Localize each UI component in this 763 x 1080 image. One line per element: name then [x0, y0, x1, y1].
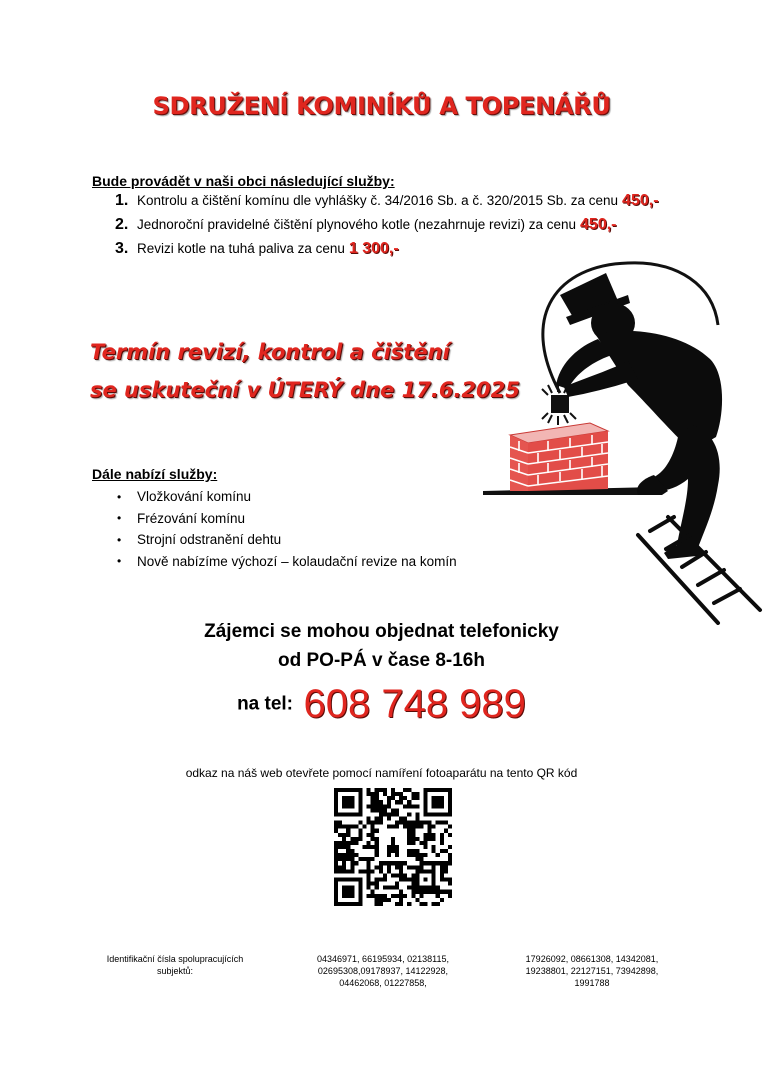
more-services-heading: Dále nabízí služby: — [92, 466, 218, 482]
bullet-icon: • — [117, 489, 122, 504]
qr-caption: odkaz na náš web otevřete pomocí namíření fotoaparátu na tento QR kód — [185, 766, 578, 780]
list-item-text: Strojní odstranění dehtu — [137, 532, 282, 548]
list-item — [117, 529, 457, 551]
service-price: 450,- — [622, 192, 659, 209]
phone-label: na tel: — [237, 693, 294, 715]
bullet-icon: • — [117, 554, 122, 569]
phone-number[interactable]: 608 748 989 — [303, 682, 526, 726]
services-heading: Bude provádět v naši obci následující služby: — [92, 173, 395, 189]
list-item — [117, 551, 457, 573]
ids-column-2: 17926092, 08661308, 14342081, 19238801, 22127151, 73942898, 1991788 — [525, 954, 659, 988]
bullet-icon: • — [117, 532, 122, 547]
more-services-list — [117, 486, 457, 572]
ids-label: Identifikační čísla spolupracujících subjektů: — [106, 954, 244, 976]
service-number: 2. — [115, 216, 129, 233]
bullet-icon: • — [117, 511, 122, 526]
contact-line-1: Zájemci se mohou objednat telefonicky — [204, 621, 559, 642]
list-item-text: Frézování komínu — [137, 510, 246, 526]
service-text: Kontrolu a čištění komínu dle vyhlášky č. 34/2016 Sb. a č. 320/2015 Sb. za cenu — [137, 193, 619, 208]
phone-row — [0, 682, 763, 727]
list-item — [117, 508, 457, 530]
service-text: Revizi kotle na tuhá paliva za cenu — [137, 241, 345, 256]
term-line-2: se uskuteční v ÚTERÝ dne 17.6.2025 — [90, 378, 520, 402]
service-item — [115, 216, 616, 234]
contact-line-2: od PO-PÁ v čase 8-16h — [278, 650, 485, 671]
list-item-text: Nově nabízíme výchozí – kolaudační revize na komín — [137, 553, 457, 569]
service-item — [115, 240, 399, 258]
service-text: Jednoroční pravidelné čištění plynového kotle (nezahrnuje revizi) za cenu — [137, 217, 577, 232]
qr-code-icon[interactable] — [334, 788, 452, 906]
chimney-sweep-icon — [478, 255, 763, 625]
chimney-icon — [510, 423, 608, 491]
ids-column-1: 04346971, 66195934, 02138115, 02695308,09178937, 14122928, 04462068, 01227858, — [317, 954, 449, 988]
service-price: 1 300,- — [348, 240, 399, 257]
list-item-text: Vložkování komínu — [137, 489, 252, 505]
service-number: 3. — [115, 240, 129, 257]
term-line-1: Termín revizí, kontrol a čištění — [90, 340, 450, 364]
service-number: 1. — [115, 192, 129, 209]
service-price: 450,- — [580, 216, 617, 233]
page-title: SDRUŽENÍ KOMINÍKŮ A TOPENÁŘŮ — [152, 92, 611, 120]
list-item — [117, 486, 457, 508]
service-item — [115, 192, 659, 210]
